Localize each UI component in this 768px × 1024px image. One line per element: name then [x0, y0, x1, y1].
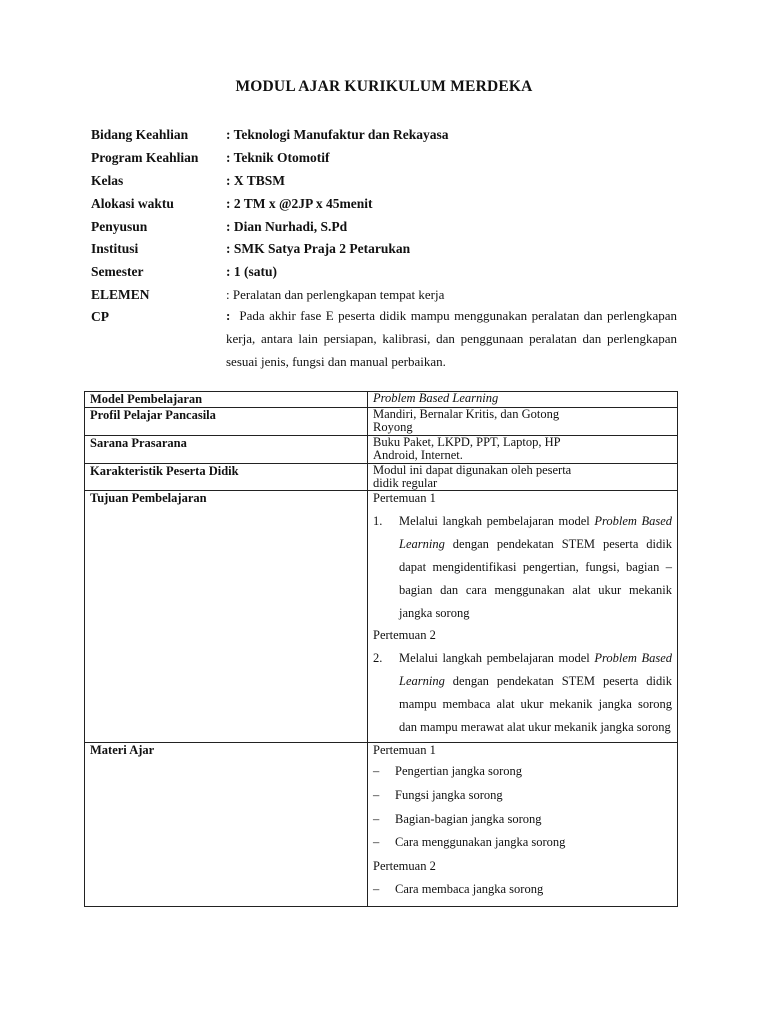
meeting-heading: Pertemuan 2 — [373, 628, 436, 643]
material-text: Cara menggunakan jangka sorong — [395, 835, 566, 850]
value-line: Modul ini dapat digunakan oleh peserta — [373, 462, 572, 477]
value-line: Mandiri, Bernalar Kritis, dan Gotong — [373, 407, 560, 421]
table-row — [85, 408, 678, 436]
table-row — [85, 463, 678, 491]
table-row — [85, 743, 678, 907]
objective-item — [373, 510, 672, 624]
value-line: Android, Internet. — [373, 448, 463, 463]
info-label: Alokasi waktu — [91, 195, 174, 211]
objective-post: dengan pendekatan STEM peserta didik mampu membaca alat ukur mekanik jangka sorong dan mampu merawat alat ukur mekanik jangka sorong — [399, 674, 672, 734]
material-text: Cara membaca jangka sorong — [395, 881, 544, 896]
cp-colon: : — [226, 308, 231, 324]
info-value: : Teknik Otomotif — [226, 150, 330, 166]
objective-model: Problem Based Learning — [399, 651, 673, 689]
meeting-heading: Pertemuan 2 — [373, 858, 436, 873]
info-row-semester — [91, 261, 677, 284]
info-row-bidang-keahlian — [91, 124, 677, 147]
info-label: ELEMEN — [91, 286, 150, 302]
objective-item — [373, 647, 672, 738]
value-line: Royong — [373, 420, 413, 435]
row-value — [368, 392, 678, 408]
cell-spacer — [373, 901, 672, 906]
value-line: didik regular — [373, 476, 438, 491]
info-label: Bidang Keahlian — [91, 127, 189, 143]
module-info — [91, 124, 677, 374]
row-label: Profil Pelajar Pancasila — [85, 408, 368, 436]
info-label: Institusi — [91, 241, 139, 257]
dash-bullet: – — [373, 835, 380, 850]
info-label: Semester — [91, 264, 144, 280]
info-value: : Peralatan dan perlengkapan tempat kerja — [226, 286, 445, 302]
objective-model: Problem Based Learning — [399, 514, 673, 552]
info-row-alokasi-waktu — [91, 192, 677, 215]
objective-pre: Melalui langkah pembelajaran model — [399, 514, 590, 529]
info-row-penyusun — [91, 215, 677, 238]
meeting-heading: Pertemuan 1 — [373, 491, 436, 506]
info-value: : 1 (satu) — [226, 264, 277, 280]
cell-spacer — [373, 738, 672, 742]
dash-bullet: – — [373, 764, 380, 779]
material-item — [373, 808, 672, 832]
material-item — [373, 878, 672, 902]
objective-pre: Melalui langkah pembelajaran model — [399, 651, 590, 666]
dash-bullet: – — [373, 788, 380, 802]
row-label: Tujuan Pembelajaran — [85, 491, 368, 743]
model-value: Problem Based Learning — [373, 391, 499, 405]
row-value — [368, 491, 678, 743]
info-value: : Dian Nurhadi, S.Pd — [226, 218, 348, 234]
objective-text — [399, 510, 672, 624]
info-value: : Teknologi Manufaktur dan Rekayasa — [226, 127, 449, 143]
info-label: Kelas — [91, 172, 124, 188]
document-title: MODUL AJAR KURIKULUM MERDEKA — [235, 78, 533, 95]
row-value — [368, 435, 678, 463]
info-value: : X TBSM — [226, 172, 286, 188]
objective-number: 2. — [373, 651, 383, 666]
info-label: CP — [91, 309, 109, 325]
cp-text — [226, 305, 677, 373]
row-value — [368, 743, 678, 907]
value-line: Buku Paket, LKPD, PPT, Laptop, HP — [373, 434, 561, 449]
row-label: Materi Ajar — [85, 743, 368, 907]
material-text: Pengertian jangka sorong — [395, 764, 523, 779]
info-row-program-keahlian — [91, 147, 677, 170]
row-label: Karakteristik Peserta Didik — [85, 463, 368, 491]
info-value: : SMK Satya Praja 2 Petarukan — [226, 241, 411, 257]
table-row — [85, 392, 678, 408]
material-item — [373, 831, 672, 855]
table-row — [85, 491, 678, 743]
material-text: Fungsi jangka sorong — [395, 788, 503, 802]
objective-number: 1. — [373, 514, 383, 529]
row-label: Model Pembelajaran — [85, 392, 368, 408]
dash-bullet: – — [373, 811, 380, 826]
material-text: Bagian-bagian jangka sorong — [395, 811, 542, 826]
info-value: : 2 TM x @2JP x 45menit — [226, 195, 373, 211]
table-row — [85, 435, 678, 463]
dash-bullet: – — [373, 881, 380, 896]
row-value — [368, 408, 678, 436]
info-label: Program Keahlian — [91, 150, 199, 166]
row-value — [368, 463, 678, 491]
objective-text — [399, 647, 672, 738]
meeting-heading: Pertemuan 1 — [373, 743, 436, 758]
info-row-elemen — [91, 284, 677, 307]
objective-post: dengan pendekatan STEM peserta didik dapat mengidentifikasi pengertian, fungsi, bagian – bagian dan cara menggunakan alat ukur mekanik jangka sorong — [399, 537, 672, 620]
learning-module-table — [84, 391, 678, 907]
info-row-kelas — [91, 170, 677, 193]
info-row-institusi — [91, 238, 677, 261]
info-label: Penyusun — [91, 218, 148, 234]
row-label: Sarana Prasarana — [85, 435, 368, 463]
material-item — [373, 784, 672, 808]
info-row-cp — [91, 306, 677, 373]
material-item — [373, 760, 672, 784]
cp-description: Pada akhir fase E peserta didik mampu menggunakan peralatan dan perlengkapan kerja, antara lain persiapan, kalibrasi, dan penggunaan peralatan dan perlengkapan sesuai jenis, fungsi dan manual perbaikan. — [226, 308, 678, 369]
